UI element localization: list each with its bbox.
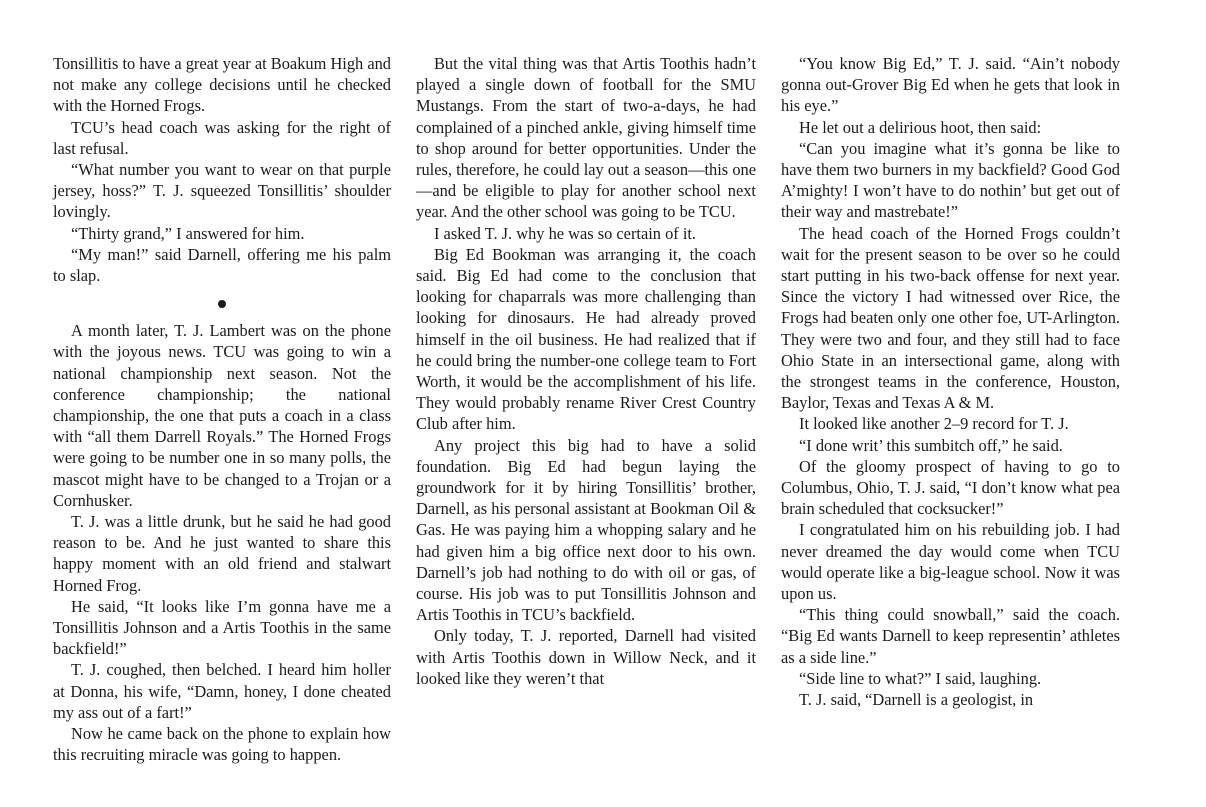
paragraph: “My man!” said Darnell, offering me his palm to slap. bbox=[53, 244, 391, 286]
section-break-bullet bbox=[218, 300, 226, 308]
paragraph: T. J. coughed, then belched. I heard him holler at Donna, his wife, “Damn, honey, I done cheated my ass out of a fart!” bbox=[53, 660, 391, 722]
paragraph: “Thirty grand,” I answered for him. bbox=[71, 223, 305, 243]
paragraph: But the vital thing was that Artis Toothis hadn’t played a single down of football for the SMU Mustangs. From the start of two-a-days, he had complained of a pinched ankle, giving himself time to shop around for better opportunities. Under the rules, therefore, he could lay out a season—this one—and be eligible to play for another school next year. And the other school was going to be TCU. bbox=[416, 54, 756, 222]
paragraph: Of the gloomy prospect of having to go to Columbus, Ohio, T. J. said, “I don’t know what pea brain scheduled that cocksucker!” bbox=[781, 456, 1120, 519]
paragraph: “You know Big Ed,” T. J. said. “Ain’t nobody gonna out-Grover Big Ed when he gets that look in his eye.” bbox=[781, 54, 1120, 116]
paragraph: “Can you imagine what it’s gonna be like to have them two burners in my backfield? Good God A’mighty! I won’t have to do nothin’ but get out of their way and mastrebate!” bbox=[781, 138, 1120, 222]
text-column-middle bbox=[416, 53, 756, 689]
paragraph: The head coach of the Horned Frogs couldn’t wait for the present season to be over so he could start putting in his two-back offense for next year. Since the victory I had witnessed over Rice, the Frogs had beaten only one other foe, UT-Arlington. They were two and four, and they still had to face Ohio State in an intersectional game, along with the strongest teams in the conference, Houston, Baylor, Texas and Texas A & M. bbox=[781, 223, 1120, 413]
paragraph: T. J. said, “Darnell is a geologist, in bbox=[799, 690, 1034, 710]
paragraph: TCU’s head coach was asking for the right of last refusal. bbox=[53, 117, 391, 158]
paragraph: Only today, T. J. reported, Darnell had visited with Artis Toothis down in Willow Neck, and it looked like they weren’t that bbox=[416, 626, 756, 688]
paragraph: Tonsillitis to have a great year at Boakum High and not make any college decisions until he checked with the Horned Frogs. bbox=[53, 54, 391, 116]
paragraph: “What number you want to wear on that purple jersey, hoss?” T. J. squeezed Tonsillitis’ shoulder lovingly. bbox=[53, 160, 391, 222]
paragraph: He let out a delirious hoot, then said: bbox=[799, 117, 1042, 137]
paragraph: “This thing could snowball,” said the coach. “Big Ed wants Darnell to keep representin’ athletes as a side line.” bbox=[781, 605, 1120, 667]
text-column-left bbox=[53, 53, 391, 766]
paragraph: It looked like another 2–9 record for T. J. bbox=[799, 414, 1069, 434]
text-column-right bbox=[781, 53, 1120, 710]
paragraph: I congratulated him on his rebuilding job. I had never dreamed the day would come when TCU would operate like a big-league school. Now it was upon us. bbox=[781, 520, 1120, 604]
paragraph: A month later, T. J. Lambert was on the phone with the joyous news. TCU was going to win a national championship next season. Not the conference championship; the national championship, the one that puts a coach in a class with “all them Darrell Royals.” The Horned Frogs were going to be number one in so many polls, the mascot might have to be changed to a Trojan or a Cornhusker. bbox=[53, 321, 391, 510]
paragraph: Big Ed Bookman was arranging it, the coach said. Big Ed had come to the conclusion that looking for chaparrals was more challenging than looking for dinosaurs. He had already proved himself in the oil business. He had realized that if he could bring the number-one college team to Fort Worth, it would be the accomplishment of his life. They would probably rename River Crest Country Club after him. bbox=[416, 244, 756, 434]
paragraph: “Side line to what?” I said, laughing. bbox=[799, 668, 1042, 688]
paragraph: Any project this big had to have a solid foundation. Big Ed had begun laying the groundwork for it by hiring Tonsillitis’ brother, Darnell, as his personal assistant at Bookman Oil & Gas. He was paying him a whopping salary and he had given him a big office next door to his own. Darnell’s job had nothing to do with oil or gas, of course. His job was to put Tonsillitis Johnson and Artis Toothis in TCU’s backfield. bbox=[416, 435, 756, 625]
paragraph: He said, “It looks like I’m gonna have me a Tonsillitis Johnson and a Artis Toothis in the same backfield!” bbox=[53, 596, 391, 659]
paragraph: I asked T. J. why he was so certain of it. bbox=[434, 223, 697, 243]
paragraph: T. J. was a little drunk, but he said he had good reason to be. And he just wanted to share this happy moment with an old friend and stalwart Horned Frog. bbox=[53, 512, 391, 595]
paragraph: Now he came back on the phone to explain how this recruiting miracle was going to happen. bbox=[53, 724, 391, 765]
paragraph: “I done writ’ this sumbitch off,” he said. bbox=[799, 435, 1063, 455]
